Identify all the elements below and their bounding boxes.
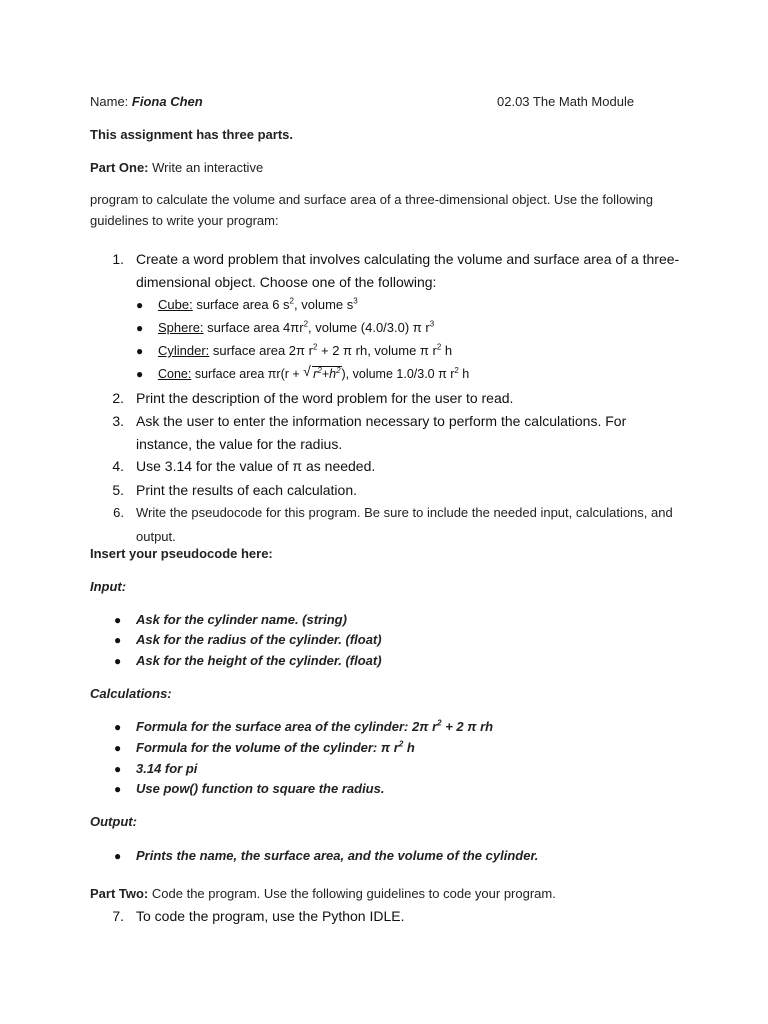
calc-item: 3.14 for pi [136, 761, 198, 776]
step-number: 6. [113, 505, 124, 520]
bullet-icon: ● [114, 782, 122, 796]
output-label: Output: [90, 814, 137, 829]
bullet-icon: ● [136, 367, 144, 381]
step-text: Print the results of each calculation. [136, 482, 358, 498]
step-text-cont: output. [136, 529, 176, 544]
step-number: 7. [112, 908, 124, 924]
bullet-icon: ● [136, 321, 144, 335]
bullet-icon: ● [136, 344, 144, 358]
intro-text: This assignment has three parts. [90, 127, 294, 142]
shape-item-sphere: Sphere: surface area $4\pi r^2$, volume (4.0/3.0) π $r^3$ [158, 319, 435, 335]
step-text: To code the program, use the Python IDLE. [136, 908, 405, 924]
step-text: Ask the user to enter the information necessary to perform the calculations. For [136, 413, 627, 429]
bullet-icon: ● [114, 849, 122, 863]
input-label: Input: [90, 579, 127, 594]
shape-item-cylinder: Cylinder: surface area 2π $r^2 + 2$ π rh, volume π $r^2$ h [158, 342, 453, 358]
input-item: Ask for the radius of the cylinder. (float) [136, 632, 382, 647]
step-number: 4. [112, 458, 124, 474]
step-text: Write the pseudocode for this program. Be sure to include the needed input, calculations, and [136, 505, 673, 520]
part-two-heading [90, 886, 556, 901]
shape-item-cone: Cone: surface area πr(r + √ $r^2+h^2$), volume 1.0/3.0 π $r^2$ h [158, 363, 470, 381]
calculations-label: Calculations: [90, 686, 172, 701]
bullet-icon: ● [114, 762, 122, 776]
name-label: Name: [90, 94, 129, 109]
bullet-icon: ● [114, 720, 122, 734]
bullet-icon: ● [114, 654, 122, 668]
step-text-cont: instance, the value for the radius. [136, 436, 343, 452]
step-number: 2. [112, 390, 124, 406]
part-one-para-line1: program to calculate the volume and surface area of a three-dimensional object. Use the following [90, 192, 653, 207]
step-number: 1. [112, 251, 124, 267]
calc-item: Formula for the surface area of the cylinder: 2π $r^2 + 2$ π rh [136, 718, 494, 734]
part-one-para-line2: guidelines to write your program: [90, 213, 279, 228]
step-number: 3. [112, 413, 124, 429]
bullet-icon: ● [114, 613, 122, 627]
calc-item: Use pow() function to square the radius. [136, 781, 385, 796]
calc-item: Formula for the volume of the cylinder: π $r^2$ h [136, 739, 415, 755]
part-one-heading [90, 160, 263, 175]
part-one-label: Part One: [90, 160, 149, 175]
input-item: Ask for the height of the cylinder. (float) [136, 653, 382, 668]
module-title: 02.03 The Math Module [497, 94, 635, 109]
student-name: Fiona Chen [131, 94, 203, 109]
input-item: Ask for the cylinder name. (string) [136, 612, 347, 627]
bullet-icon: ● [136, 298, 144, 312]
name-line [90, 94, 203, 109]
bullet-icon: ● [114, 633, 122, 647]
output-item: Prints the name, the surface area, and the volume of the cylinder. [136, 848, 539, 863]
part-two-label: Part Two: [90, 886, 149, 901]
step-text: Print the description of the word problem for the user to read. [136, 390, 514, 406]
sqrt-symbol: √ $r^2+h^2$ [303, 363, 341, 381]
step-number: 5. [112, 482, 124, 498]
bullet-icon: ● [114, 741, 122, 755]
step-text: Use 3.14 for the value of π as needed. [136, 458, 376, 474]
step-text: Create a word problem that involves calculating the volume and surface area of a three- [136, 251, 680, 267]
part-two-text: Code the program. Use the following guidelines to code your program. [151, 886, 556, 901]
part-one-text: Write an interactive [152, 160, 264, 175]
step-text-cont: dimensional object. Choose one of the following: [136, 274, 437, 290]
pseudocode-heading: Insert your pseudocode here: [90, 546, 273, 561]
shape-item-cube: Cube: surface area 6 $s^2$, volume $s^3$ [158, 296, 358, 312]
